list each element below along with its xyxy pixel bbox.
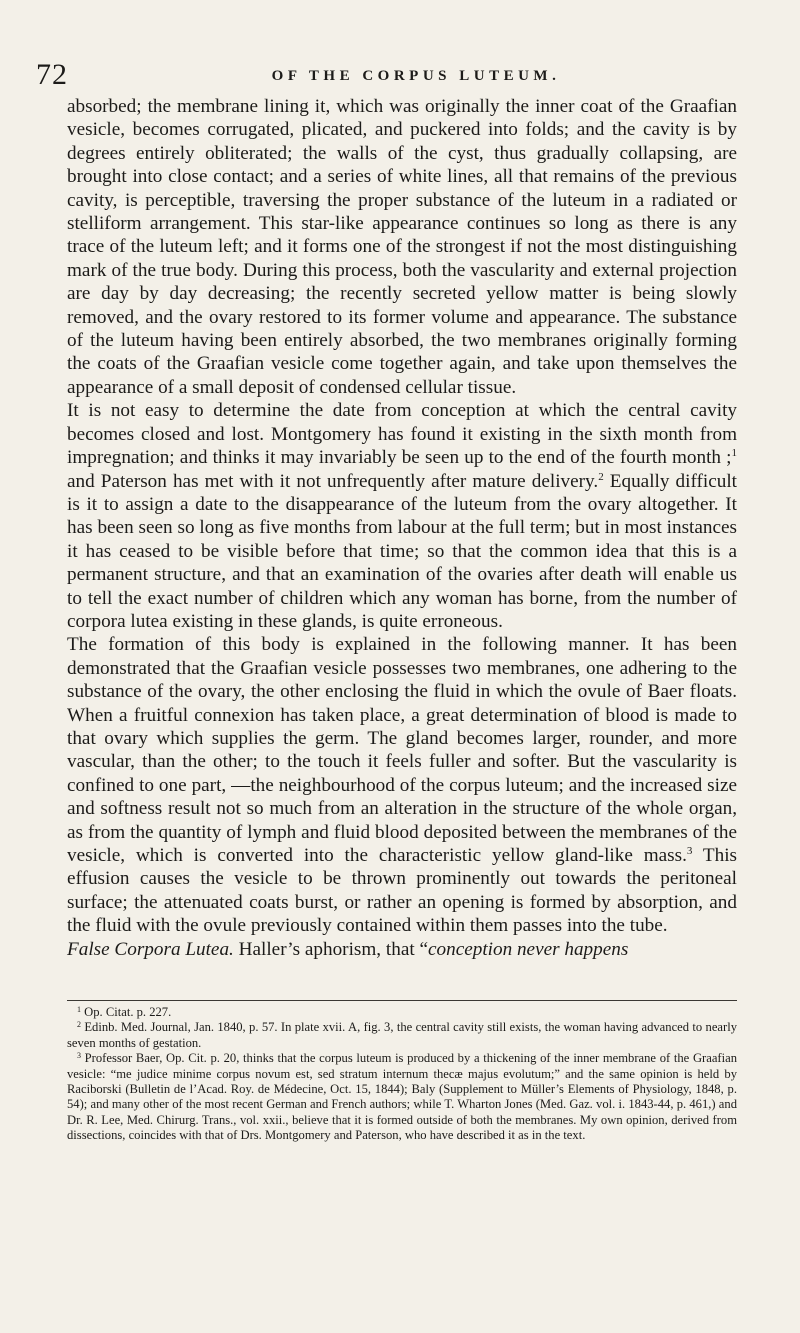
main-text: [67, 95, 737, 961]
footnotes: [67, 1005, 737, 1144]
footnote-2-text: Edinb. Med. Journal, Jan. 1840, p. 57. In plate xvii. A, fig. 3, the central cavity still exists, the woman having advanced to nearly seven months of gestation.: [67, 1020, 737, 1050]
footnote-3: [67, 1051, 737, 1143]
paragraph-2: [67, 399, 737, 633]
paragraph-4: [67, 938, 737, 961]
paragraph-2-part-b: and Paterson has met with it not unfrequently after mature delivery.: [67, 470, 599, 492]
footnote-1-text: Op. Citat. p. 227.: [81, 1005, 172, 1019]
footnote-3-text: Professor Baer, Op. Cit. p. 20, thinks that the corpus luteum is produced by a thickening of the inner membrane of the Graafian vesicle: “me judice minime corpus novum est, sed stratum internum thecæ majus evolutum;” and the same opinion is held by Raciborski (Bulletin de l’Acad. Roy. de Médecine, Oct. 15, 1844); Baly (Supplement to Müller’s Elements of Physiology, 1848, p. 54); and many other of the most recent German and French authors; while T. Wharton Jones (Med. Gaz. vol. i. 1843-44, p. 461,) and Dr. R. Lee, Med. Chirurg. Trans., vol. xxii., believe that it is formed outside of both the membranes. My own opinion, derived from dissections, coincides with that of Drs. Montgomery and Paterson, who have described it as in the text.: [67, 1051, 737, 1143]
paragraph-3-part-a: The formation of this body is explained in the following manner. It has been demonstrated that the Graafian vesicle possesses two membranes, one adhering to the substance of the ovary, the other enclosing the fluid in which the ovule of Baer floats. When a fruitful connexion has taken place, a great determination of blood is made to that ovary which supplies the germ. The gland becomes larger, rounder, and more vascular, than the other; to the touch it feels fuller and softer. But the vascularity is confined to one part, —the neighbourhood of the corpus luteum; and the increased size and softness result not so much from an alteration in the structure of the whole organ, as from the quantity of lymph and fluid blood deposited between the membranes of the vesicle, which is converted into the characteristic yellow gland-like mass.: [67, 634, 737, 866]
footnote-ref-2: 2: [598, 470, 604, 483]
paragraph-2-part-a: It is not easy to determine the date from conception at which the central cavity becomes closed and lost. Montgomery has found it existing in the sixth month from impregnation; and thinks it may invariably be seen up to the end of the fourth month ;: [67, 400, 737, 469]
page-header: [36, 58, 766, 92]
footnote-rule: [67, 1000, 737, 1002]
footnote-ref-3: 3: [686, 845, 693, 857]
footnote-ref-1: 1: [731, 447, 737, 460]
footnote-2-mark: 2: [77, 1020, 81, 1030]
section-heading-false-corpora-lutea: False Corpora Lutea.: [67, 938, 234, 960]
footnote-3-mark: 3: [77, 1051, 81, 1061]
paragraph-2-part-c: Equally difficult is it to assign a date to the disappearance of the luteum from the ovary altogether. It has been seen so long as five months from labour at the full term; but in most instances it has ceased to be visible before that time; so that the common idea that this is a permanent structure, and that an examination of the ovaries after death will enable us to tell the exact number of children which any woman has borne, from the number of corpora lutea existing in these glands, is quite erroneous.: [67, 470, 738, 632]
paragraph-4-italic: conception never happens: [427, 938, 629, 960]
running-title: OF THE CORPUS LUTEUM.: [271, 68, 561, 84]
footnote-2: [67, 1020, 737, 1051]
paragraph-3: [67, 633, 737, 937]
footnote-1: [67, 1005, 737, 1020]
paragraph-3-part-b: This effusion causes the vesicle to be thrown prominently out towards the peritoneal surface; the attenuated coats burst, or rather an opening is formed by absorption, and the fluid with the ovule previously contained within them passes into the tube.: [67, 845, 737, 937]
footnote-1-mark: 1: [77, 1005, 81, 1014]
paragraph-1: absorbed; the membrane lining it, which was originally the inner coat of the Graafian vesicle, becomes corrugated, plicated, and puckered into folds; and the cavity is by degrees entirely obliterated; the walls of the cyst, thus gradually collapsing, are brought into close contact; and a series of white lines, all that remains of the previous cavity, is perceptible, traversing the proper substance of the luteum in a radiated or stelliform arrangement. This star-like appearance continues so long as there is any trace of the luteum left; and it forms one of the strongest if not the most distinguishing mark of the true body. During this process, both the vascularity and external projection are day by day decreasing; the recently secreted yellow matter is being slowly removed, and the ovary restored to its former volume and appearance. The substance of the luteum having been entirely absorbed, the two membranes originally forming the coats of the Graafian vesicle come together again, and take upon themselves the appearance of a small deposit of condensed cellular tissue.: [67, 96, 737, 398]
paragraph-4-text: Haller’s aphorism, that “: [233, 938, 428, 960]
page-number: 72: [36, 58, 68, 91]
